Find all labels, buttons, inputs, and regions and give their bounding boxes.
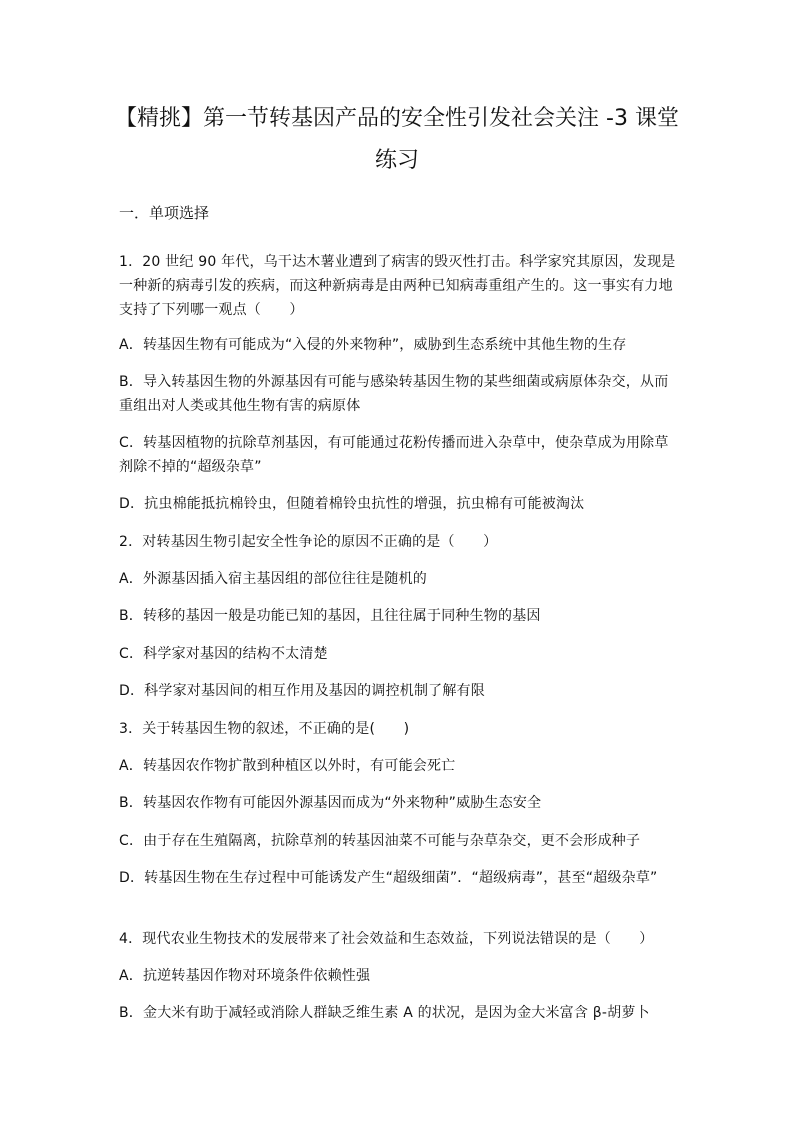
question-1-stem: 1．20 世纪 90 年代，乌干达木薯业遭到了病害的毁灭性打击。科学家究其原因，发现是一种新的病毒引发的疾病，而这种新病毒是由两种已知病毒重组产生的。这一事实有力地支持了下列哪一观点（ ） xyxy=(119,254,676,318)
title-line-2: 练习 xyxy=(374,148,419,173)
document-title xyxy=(100,98,694,182)
question-2-stem: 2．对转基因生物引起安全性争论的原因不正确的是（ ） xyxy=(119,534,498,550)
question-1-option-a: A．转基因生物有可能成为“入侵的外来物种”，威胁到生态系统中其他生物的生存 xyxy=(119,337,627,353)
question-2-option-d: D．科学家对基因间的相互作用及基因的调控机制了解有限 xyxy=(119,683,485,699)
question-4-stem: 4．现代农业生物技术的发展带来了社会效益和生态效益，下列说法错误的是（ ） xyxy=(119,931,654,947)
question-3-stem: 3．关于转基因生物的叙述，不正确的是( ) xyxy=(119,721,410,737)
question-2-option-c: C．科学家对基因的结构不太清楚 xyxy=(119,646,328,662)
question-4-option-b: B．金大米有助于减轻或消除人群缺乏维生素 A 的状况，是因为金大米富含 β-胡萝卜 xyxy=(119,1005,650,1021)
question-2-option-a: A．外源基因插入宿主基因组的部位往往是随机的 xyxy=(119,571,427,587)
section-heading: 一．单项选择 xyxy=(119,204,210,222)
question-3-option-c: C．由于存在生殖隔离，抗除草剂的转基因油菜不可能与杂草杂交，更不会形成种子 xyxy=(119,833,641,849)
question-4-option-a: A．抗逆转基因作物对环境条件依赖性强 xyxy=(119,968,371,984)
question-3-option-a: A．转基因农作物扩散到种植区以外时，有可能会死亡 xyxy=(119,758,456,774)
question-1-option-c: C．转基因植物的抗除草剂基因，有可能通过花粉传播而进入杂草中，使杂草成为用除草剂除不掉的“超级杂草” xyxy=(119,435,669,475)
question-3-option-d: D．转基因生物在生存过程中可能诱发产生“超级细菌”．“超级病毒”，甚至“超级杂草” xyxy=(119,870,658,886)
question-1-option-d: D．抗虫棉能抵抗棉铃虫，但随着棉铃虫抗性的增强，抗虫棉有可能被淘汰 xyxy=(119,496,585,512)
title-line-1: 【精挑】第一节转基因产品的安全性引发社会关注 -3 课堂 xyxy=(115,106,679,131)
question-1-option-b: B．导入转基因生物的外源基因有可能与感染转基因生物的某些细菌或病原体杂交，从而重组出对人类或其他生物有害的病原体 xyxy=(119,374,669,414)
question-3-option-b: B．转基因农作物有可能因外源基因而成为“外来物种”威胁生态安全 xyxy=(119,795,542,811)
question-2-option-b: B．转移的基因一般是功能已知的基因，且往往属于同种生物的基因 xyxy=(119,608,541,624)
